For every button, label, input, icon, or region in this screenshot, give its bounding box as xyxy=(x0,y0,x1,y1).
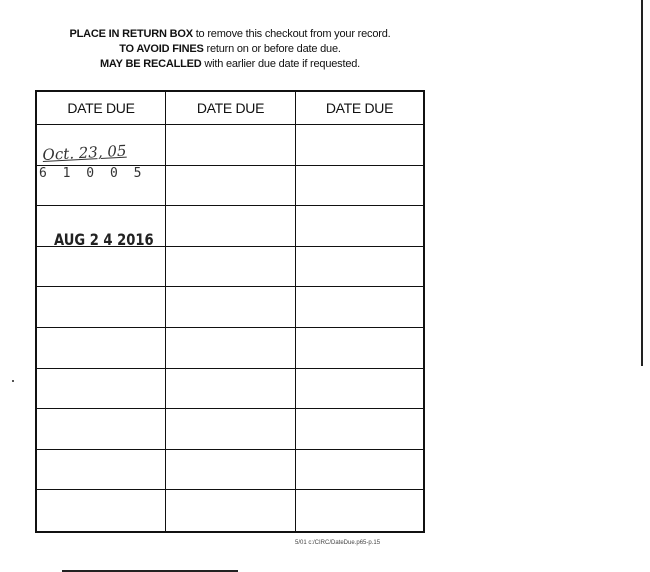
column-header-1: DATE DUE xyxy=(37,92,166,125)
date-cell xyxy=(296,490,423,531)
date-cell xyxy=(296,247,423,288)
date-cell xyxy=(37,490,166,531)
date-cell xyxy=(166,166,296,207)
date-due-table xyxy=(37,92,423,531)
date-cell xyxy=(296,287,423,328)
date-cell xyxy=(166,409,296,450)
date-cell xyxy=(296,125,423,166)
instruction-line-2: TO AVOID FINES return on or before date due. xyxy=(119,43,341,55)
date-due-card xyxy=(35,90,425,533)
date-cell xyxy=(166,125,296,166)
column-header-3: DATE DUE xyxy=(296,92,423,125)
date-cell xyxy=(166,328,296,369)
scan-speck xyxy=(12,380,14,382)
instruction-line-3: MAY BE RECALLED with earlier due date if requested. xyxy=(99,58,361,70)
date-cell xyxy=(166,287,296,328)
stamped-due-date: AUG 2 4 2016 xyxy=(54,229,154,249)
date-cell xyxy=(37,125,166,166)
date-cell xyxy=(296,166,423,207)
page-edge-line xyxy=(641,0,643,366)
form-code: 5/01 c:/CIRC/DateDue.p65-p.15 xyxy=(295,540,381,546)
date-cell xyxy=(37,369,166,410)
date-cell xyxy=(166,450,296,491)
date-cell xyxy=(166,206,296,247)
date-cell xyxy=(296,206,423,247)
date-cell xyxy=(296,409,423,450)
date-cell xyxy=(37,206,166,247)
date-cell xyxy=(37,328,166,369)
date-cell xyxy=(37,287,166,328)
instructions xyxy=(30,27,430,72)
date-cell xyxy=(37,450,166,491)
date-cell xyxy=(296,328,423,369)
instruction-line-1: PLACE IN RETURN BOX to remove this checkout from your record. xyxy=(69,28,391,40)
date-cell xyxy=(37,409,166,450)
date-cell xyxy=(37,166,166,207)
date-cell xyxy=(166,247,296,288)
date-cell xyxy=(37,247,166,288)
date-cell xyxy=(296,369,423,410)
handwritten-due-date: Oct. 23, 05 xyxy=(42,141,127,164)
column-header-2: DATE DUE xyxy=(166,92,296,125)
date-cell xyxy=(166,490,296,531)
date-cell xyxy=(166,369,296,410)
stamped-number: 6 1 0 0 5 xyxy=(39,165,146,181)
date-cell xyxy=(296,450,423,491)
bottom-rule xyxy=(62,570,238,572)
